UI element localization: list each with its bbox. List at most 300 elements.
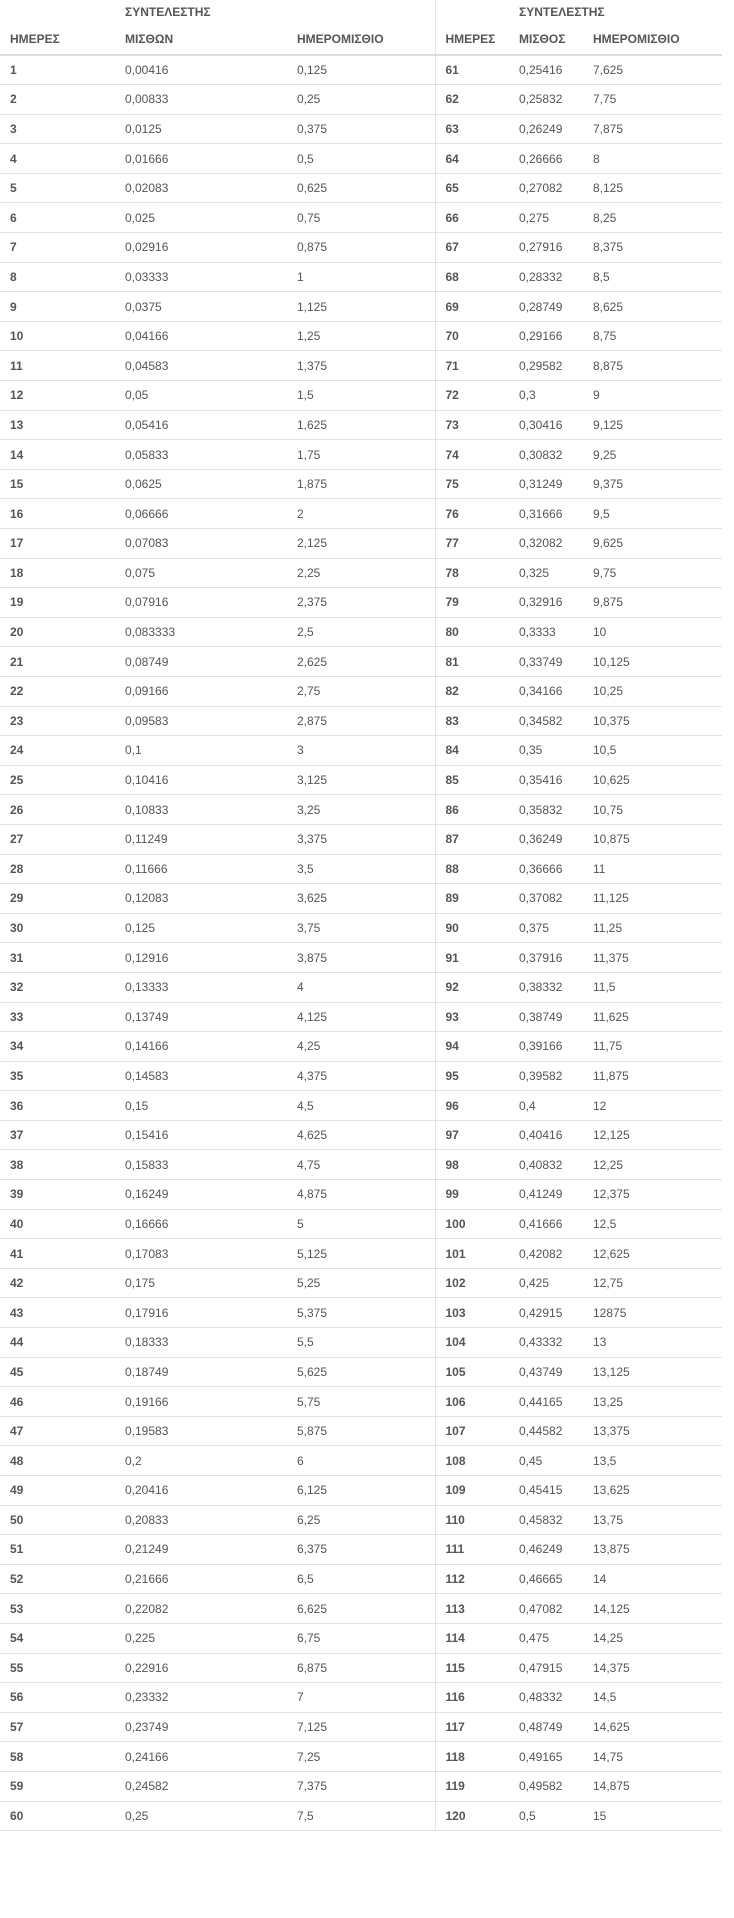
cell-days-right: 70	[435, 321, 509, 351]
cell-days-left: 26	[0, 795, 115, 825]
cell-salary-left: 0,09166	[115, 676, 287, 706]
cell-daily-left: 4,125	[287, 1002, 435, 1032]
cell-days-left: 46	[0, 1387, 115, 1417]
cell-daily-right: 12,125	[583, 1120, 722, 1150]
cell-salary-right: 0,34166	[509, 676, 583, 706]
cell-days-right: 114	[435, 1623, 509, 1653]
table-row	[0, 1771, 722, 1801]
table-row	[0, 1239, 722, 1269]
cell-salary-right: 0,375	[509, 913, 583, 943]
cell-salary-right: 0,35416	[509, 765, 583, 795]
cell-daily-left: 7	[287, 1683, 435, 1713]
cell-days-right: 102	[435, 1268, 509, 1298]
cell-days-right: 106	[435, 1387, 509, 1417]
cell-days-left: 59	[0, 1771, 115, 1801]
cell-salary-left: 0,07083	[115, 529, 287, 559]
table-row	[0, 203, 722, 233]
cell-salary-left: 0,02916	[115, 233, 287, 263]
cell-salary-left: 0,14583	[115, 1061, 287, 1091]
cell-days-right: 96	[435, 1091, 509, 1121]
cell-days-left: 1	[0, 55, 115, 85]
cell-days-left: 36	[0, 1091, 115, 1121]
cell-daily-left: 2,875	[287, 706, 435, 736]
cell-salary-left: 0,21666	[115, 1564, 287, 1594]
cell-days-left: 51	[0, 1535, 115, 1565]
cell-daily-left: 3	[287, 736, 435, 766]
cell-salary-right: 0,44582	[509, 1416, 583, 1446]
cell-days-right: 119	[435, 1771, 509, 1801]
cell-salary-right: 0,425	[509, 1268, 583, 1298]
cell-salary-right: 0,37916	[509, 943, 583, 973]
cell-salary-right: 0,38749	[509, 1002, 583, 1032]
cell-daily-right: 11,875	[583, 1061, 722, 1091]
cell-days-left: 56	[0, 1683, 115, 1713]
table-row	[0, 1180, 722, 1210]
table-row	[0, 736, 722, 766]
cell-salary-right: 0,43332	[509, 1328, 583, 1358]
cell-salary-right: 0,31666	[509, 499, 583, 529]
cell-daily-left: 6,25	[287, 1505, 435, 1535]
cell-daily-right: 14,75	[583, 1742, 722, 1772]
table-row	[0, 499, 722, 529]
group-label-left: ΣΥΝΤΕΛΕΣΤΗΣ	[125, 5, 211, 19]
cell-salary-left: 0,06666	[115, 499, 287, 529]
cell-salary-left: 0,00416	[115, 55, 287, 85]
cell-daily-right: 7,625	[583, 55, 722, 85]
cell-daily-left: 6,5	[287, 1564, 435, 1594]
cell-salary-right: 0,45415	[509, 1476, 583, 1506]
cell-days-right: 79	[435, 588, 509, 618]
cell-days-left: 5	[0, 173, 115, 203]
cell-daily-right: 13	[583, 1328, 722, 1358]
cell-daily-left: 2,625	[287, 647, 435, 677]
cell-salary-left: 0,10833	[115, 795, 287, 825]
cell-days-left: 40	[0, 1209, 115, 1239]
cell-salary-left: 0,16666	[115, 1209, 287, 1239]
cell-daily-right: 10,875	[583, 824, 722, 854]
table-row	[0, 1328, 722, 1358]
cell-salary-left: 0,11666	[115, 854, 287, 884]
cell-days-left: 58	[0, 1742, 115, 1772]
cell-daily-left: 1,5	[287, 381, 435, 411]
cell-days-left: 4	[0, 144, 115, 174]
table-row	[0, 943, 722, 973]
table-row	[0, 1387, 722, 1417]
cell-salary-left: 0,05	[115, 381, 287, 411]
cell-salary-left: 0,19166	[115, 1387, 287, 1417]
cell-salary-left: 0,12083	[115, 884, 287, 914]
cell-days-right: 111	[435, 1535, 509, 1565]
cell-salary-right: 0,48332	[509, 1683, 583, 1713]
cell-salary-left: 0,225	[115, 1623, 287, 1653]
cell-daily-right: 14,5	[583, 1683, 722, 1713]
cell-days-right: 90	[435, 913, 509, 943]
cell-daily-right: 14,25	[583, 1623, 722, 1653]
cell-daily-left: 3,25	[287, 795, 435, 825]
cell-days-right: 83	[435, 706, 509, 736]
cell-salary-left: 0,08749	[115, 647, 287, 677]
cell-salary-right: 0,28332	[509, 262, 583, 292]
cell-daily-left: 6,125	[287, 1476, 435, 1506]
cell-salary-right: 0,33749	[509, 647, 583, 677]
cell-salary-left: 0,16249	[115, 1180, 287, 1210]
cell-daily-right: 14,375	[583, 1653, 722, 1683]
cell-days-left: 53	[0, 1594, 115, 1624]
cell-days-left: 18	[0, 558, 115, 588]
cell-days-right: 74	[435, 440, 509, 470]
cell-salary-right: 0,32082	[509, 529, 583, 559]
cell-days-right: 75	[435, 469, 509, 499]
cell-days-right: 80	[435, 617, 509, 647]
cell-days-right: 73	[435, 410, 509, 440]
cell-salary-left: 0,12916	[115, 943, 287, 973]
cell-daily-left: 1,125	[287, 292, 435, 322]
cell-days-right: 98	[435, 1150, 509, 1180]
cell-daily-right: 13,75	[583, 1505, 722, 1535]
cell-salary-right: 0,40832	[509, 1150, 583, 1180]
cell-salary-right: 0,46665	[509, 1564, 583, 1594]
cell-salary-right: 0,30416	[509, 410, 583, 440]
table-row	[0, 913, 722, 943]
cell-salary-right: 0,29582	[509, 351, 583, 381]
table-row	[0, 795, 722, 825]
table-row	[0, 1120, 722, 1150]
cell-salary-left: 0,04583	[115, 351, 287, 381]
table-row	[0, 1209, 722, 1239]
cell-daily-left: 1,375	[287, 351, 435, 381]
cell-salary-right: 0,41249	[509, 1180, 583, 1210]
cell-days-right: 117	[435, 1712, 509, 1742]
cell-days-right: 93	[435, 1002, 509, 1032]
cell-salary-left: 0,24166	[115, 1742, 287, 1772]
cell-days-right: 91	[435, 943, 509, 973]
cell-daily-left: 4	[287, 972, 435, 1002]
cell-daily-right: 8	[583, 144, 722, 174]
table-row	[0, 85, 722, 115]
cell-salary-left: 0,09583	[115, 706, 287, 736]
cell-days-left: 6	[0, 203, 115, 233]
cell-days-left: 12	[0, 381, 115, 411]
cell-daily-left: 2,25	[287, 558, 435, 588]
cell-daily-right: 10,5	[583, 736, 722, 766]
cell-daily-left: 3,625	[287, 884, 435, 914]
cell-days-left: 57	[0, 1712, 115, 1742]
cell-daily-left: 1,875	[287, 469, 435, 499]
cell-salary-left: 0,19583	[115, 1416, 287, 1446]
cell-daily-left: 3,75	[287, 913, 435, 943]
cell-days-right: 92	[435, 972, 509, 1002]
cell-daily-right: 9,125	[583, 410, 722, 440]
cell-salary-right: 0,3	[509, 381, 583, 411]
cell-days-left: 47	[0, 1416, 115, 1446]
cell-salary-right: 0,35	[509, 736, 583, 766]
cell-days-right: 63	[435, 114, 509, 144]
cell-daily-left: 5,5	[287, 1328, 435, 1358]
cell-days-right: 89	[435, 884, 509, 914]
table-row	[0, 1476, 722, 1506]
cell-daily-left: 5,625	[287, 1357, 435, 1387]
cell-salary-left: 0,05416	[115, 410, 287, 440]
table-row	[0, 558, 722, 588]
cell-salary-right: 0,34582	[509, 706, 583, 736]
cell-days-left: 27	[0, 824, 115, 854]
cell-days-left: 44	[0, 1328, 115, 1358]
cell-daily-right: 12,25	[583, 1150, 722, 1180]
cell-daily-left: 0,75	[287, 203, 435, 233]
cell-salary-right: 0,39582	[509, 1061, 583, 1091]
cell-salary-left: 0,025	[115, 203, 287, 233]
cell-salary-right: 0,45832	[509, 1505, 583, 1535]
cell-salary-left: 0,18749	[115, 1357, 287, 1387]
cell-days-right: 97	[435, 1120, 509, 1150]
cell-days-left: 19	[0, 588, 115, 618]
table-row	[0, 321, 722, 351]
cell-daily-right: 9,625	[583, 529, 722, 559]
cell-days-right: 107	[435, 1416, 509, 1446]
cell-days-left: 7	[0, 233, 115, 263]
cell-salary-right: 0,47915	[509, 1653, 583, 1683]
cell-daily-right: 14,875	[583, 1771, 722, 1801]
table-row	[0, 1002, 722, 1032]
cell-daily-left: 3,125	[287, 765, 435, 795]
cell-salary-right: 0,45	[509, 1446, 583, 1476]
cell-daily-left: 7,5	[287, 1801, 435, 1831]
cell-salary-left: 0,1	[115, 736, 287, 766]
cell-salary-right: 0,25416	[509, 55, 583, 85]
cell-salary-right: 0,49165	[509, 1742, 583, 1772]
cell-salary-left: 0,0125	[115, 114, 287, 144]
cell-salary-left: 0,15416	[115, 1120, 287, 1150]
table-row	[0, 1061, 722, 1091]
cell-days-left: 38	[0, 1150, 115, 1180]
cell-salary-right: 0,46249	[509, 1535, 583, 1565]
cell-daily-left: 3,5	[287, 854, 435, 884]
cell-salary-right: 0,26249	[509, 114, 583, 144]
cell-days-right: 109	[435, 1476, 509, 1506]
cell-daily-right: 7,75	[583, 85, 722, 115]
cell-days-right: 76	[435, 499, 509, 529]
cell-daily-left: 5,75	[287, 1387, 435, 1417]
cell-daily-left: 2,125	[287, 529, 435, 559]
cell-daily-left: 5,25	[287, 1268, 435, 1298]
cell-salary-right: 0,325	[509, 558, 583, 588]
cell-days-right: 64	[435, 144, 509, 174]
cell-days-left: 37	[0, 1120, 115, 1150]
cell-salary-left: 0,23332	[115, 1683, 287, 1713]
cell-days-right: 77	[435, 529, 509, 559]
cell-days-left: 28	[0, 854, 115, 884]
cell-salary-right: 0,27082	[509, 173, 583, 203]
cell-daily-right: 10,625	[583, 765, 722, 795]
cell-days-right: 101	[435, 1239, 509, 1269]
col-header-salary-left: ΜΙΣΘΩΝ	[115, 24, 287, 55]
cell-daily-left: 6,625	[287, 1594, 435, 1624]
cell-daily-right: 13,625	[583, 1476, 722, 1506]
cell-daily-right: 14,625	[583, 1712, 722, 1742]
cell-daily-right: 13,375	[583, 1416, 722, 1446]
table-row	[0, 1446, 722, 1476]
table-row	[0, 706, 722, 736]
cell-salary-right: 0,32916	[509, 588, 583, 618]
cell-days-right: 86	[435, 795, 509, 825]
cell-daily-left: 2,5	[287, 617, 435, 647]
table-row	[0, 1298, 722, 1328]
cell-salary-left: 0,125	[115, 913, 287, 943]
cell-salary-right: 0,3333	[509, 617, 583, 647]
cell-days-left: 11	[0, 351, 115, 381]
cell-daily-right: 12,375	[583, 1180, 722, 1210]
cell-days-left: 32	[0, 972, 115, 1002]
cell-salary-left: 0,21249	[115, 1535, 287, 1565]
cell-days-left: 43	[0, 1298, 115, 1328]
cell-salary-left: 0,13333	[115, 972, 287, 1002]
cell-days-right: 68	[435, 262, 509, 292]
cell-salary-right: 0,29166	[509, 321, 583, 351]
cell-salary-right: 0,5	[509, 1801, 583, 1831]
cell-daily-left: 0,875	[287, 233, 435, 263]
cell-salary-right: 0,49582	[509, 1771, 583, 1801]
column-header-row	[0, 24, 722, 55]
cell-days-right: 113	[435, 1594, 509, 1624]
cell-days-left: 39	[0, 1180, 115, 1210]
cell-daily-right: 11,625	[583, 1002, 722, 1032]
cell-days-left: 22	[0, 676, 115, 706]
cell-days-left: 13	[0, 410, 115, 440]
cell-salary-right: 0,275	[509, 203, 583, 233]
table-row	[0, 588, 722, 618]
table-row	[0, 440, 722, 470]
table-row	[0, 1683, 722, 1713]
cell-salary-left: 0,17083	[115, 1239, 287, 1269]
cell-days-left: 41	[0, 1239, 115, 1269]
cell-days-right: 66	[435, 203, 509, 233]
table-row	[0, 233, 722, 263]
cell-daily-right: 11	[583, 854, 722, 884]
cell-daily-right: 9	[583, 381, 722, 411]
table-row	[0, 55, 722, 85]
cell-salary-left: 0,02083	[115, 173, 287, 203]
cell-daily-left: 5,875	[287, 1416, 435, 1446]
cell-daily-right: 8,625	[583, 292, 722, 322]
cell-salary-left: 0,17916	[115, 1298, 287, 1328]
cell-salary-left: 0,10416	[115, 765, 287, 795]
cell-salary-left: 0,14166	[115, 1032, 287, 1062]
cell-salary-left: 0,11249	[115, 824, 287, 854]
table-row	[0, 351, 722, 381]
cell-salary-left: 0,01666	[115, 144, 287, 174]
cell-days-right: 104	[435, 1328, 509, 1358]
cell-days-left: 3	[0, 114, 115, 144]
cell-days-right: 81	[435, 647, 509, 677]
cell-daily-left: 4,75	[287, 1150, 435, 1180]
cell-salary-right: 0,36666	[509, 854, 583, 884]
table-row	[0, 854, 722, 884]
table-row	[0, 381, 722, 411]
cell-salary-left: 0,05833	[115, 440, 287, 470]
cell-daily-left: 7,125	[287, 1712, 435, 1742]
cell-days-right: 62	[435, 85, 509, 115]
table-row	[0, 1594, 722, 1624]
table-row	[0, 1801, 722, 1831]
cell-days-left: 20	[0, 617, 115, 647]
cell-daily-left: 7,25	[287, 1742, 435, 1772]
cell-daily-left: 0,375	[287, 114, 435, 144]
table-row	[0, 262, 722, 292]
cell-days-right: 112	[435, 1564, 509, 1594]
cell-daily-left: 2	[287, 499, 435, 529]
cell-daily-right: 11,5	[583, 972, 722, 1002]
cell-days-right: 116	[435, 1683, 509, 1713]
cell-days-left: 16	[0, 499, 115, 529]
cell-days-left: 55	[0, 1653, 115, 1683]
table-row	[0, 972, 722, 1002]
cell-salary-right: 0,38332	[509, 972, 583, 1002]
cell-daily-left: 4,875	[287, 1180, 435, 1210]
cell-salary-left: 0,20416	[115, 1476, 287, 1506]
cell-daily-right: 14,125	[583, 1594, 722, 1624]
cell-days-left: 23	[0, 706, 115, 736]
cell-days-left: 8	[0, 262, 115, 292]
table-row	[0, 1416, 722, 1446]
table-row	[0, 144, 722, 174]
cell-daily-right: 8,375	[583, 233, 722, 263]
cell-salary-left: 0,083333	[115, 617, 287, 647]
table-row	[0, 1150, 722, 1180]
cell-salary-left: 0,24582	[115, 1771, 287, 1801]
cell-days-left: 35	[0, 1061, 115, 1091]
cell-days-right: 71	[435, 351, 509, 381]
cell-daily-right: 8,25	[583, 203, 722, 233]
cell-daily-right: 11,25	[583, 913, 722, 943]
cell-daily-left: 4,25	[287, 1032, 435, 1062]
cell-days-left: 30	[0, 913, 115, 943]
cell-salary-right: 0,42082	[509, 1239, 583, 1269]
cell-salary-right: 0,25832	[509, 85, 583, 115]
cell-days-left: 14	[0, 440, 115, 470]
cell-salary-left: 0,15	[115, 1091, 287, 1121]
table-row	[0, 617, 722, 647]
cell-days-left: 50	[0, 1505, 115, 1535]
cell-days-left: 34	[0, 1032, 115, 1062]
cell-daily-right: 11,375	[583, 943, 722, 973]
cell-daily-right: 13,25	[583, 1387, 722, 1417]
cell-daily-left: 1,75	[287, 440, 435, 470]
cell-daily-right: 7,875	[583, 114, 722, 144]
cell-days-left: 48	[0, 1446, 115, 1476]
cell-daily-left: 4,375	[287, 1061, 435, 1091]
cell-days-left: 10	[0, 321, 115, 351]
cell-daily-right: 12,5	[583, 1209, 722, 1239]
cell-days-right: 84	[435, 736, 509, 766]
cell-salary-left: 0,15833	[115, 1150, 287, 1180]
cell-daily-right: 12	[583, 1091, 722, 1121]
cell-days-right: 87	[435, 824, 509, 854]
cell-daily-right: 9,25	[583, 440, 722, 470]
cell-days-left: 42	[0, 1268, 115, 1298]
cell-days-right: 88	[435, 854, 509, 884]
cell-days-left: 2	[0, 85, 115, 115]
cell-days-right: 115	[435, 1653, 509, 1683]
cell-days-right: 61	[435, 55, 509, 85]
cell-daily-right: 14	[583, 1564, 722, 1594]
cell-days-left: 21	[0, 647, 115, 677]
cell-salary-left: 0,2	[115, 1446, 287, 1476]
cell-daily-left: 6,375	[287, 1535, 435, 1565]
cell-days-right: 120	[435, 1801, 509, 1831]
cell-daily-right: 13,875	[583, 1535, 722, 1565]
cell-daily-left: 3,875	[287, 943, 435, 973]
cell-salary-left: 0,25	[115, 1801, 287, 1831]
